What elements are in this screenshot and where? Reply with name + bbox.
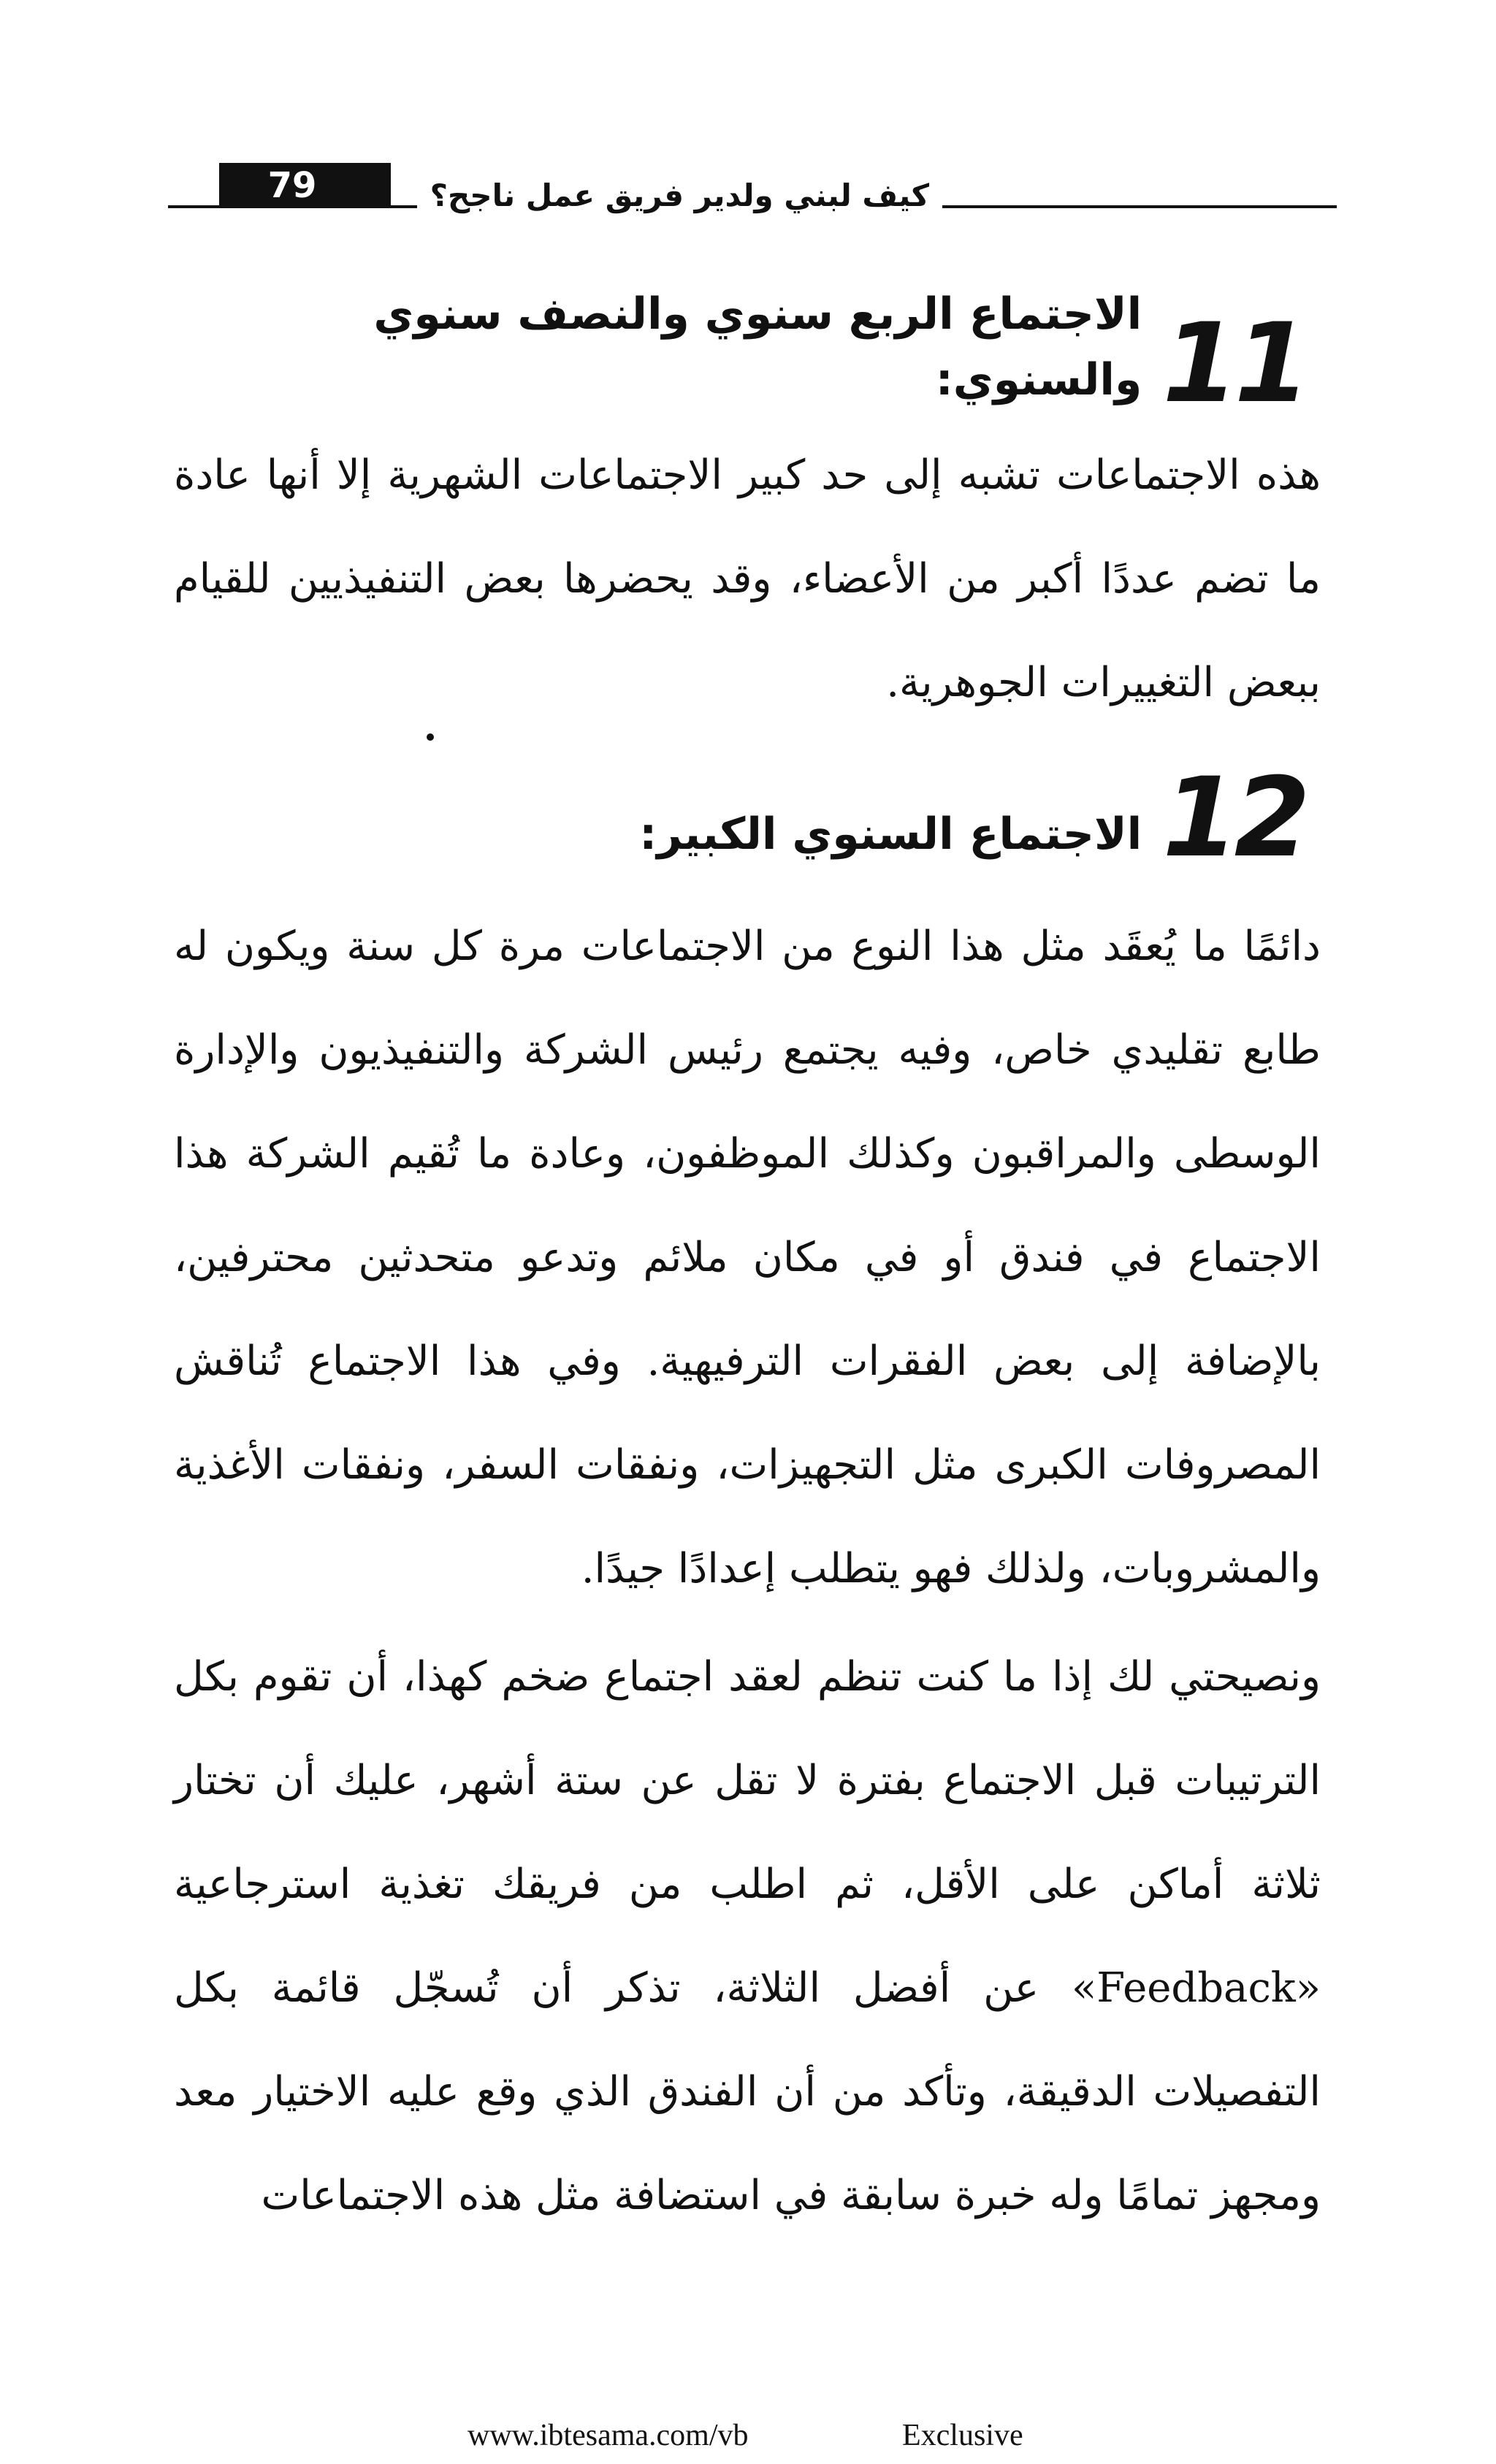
paragraph: دائمًا ما يُعقَد مثل هذا النوع من الاجتماعات مرة كل سنة ويكون له طابع تقليدي خاص، وفيه يجتمع رئيس الشركة والتنفيذيون والإدارة الوسطى والمراقبون وكذلك الموظفون، وعادة ما تُقيم الشركة هذا الاجتماع في فندق أو في مكان ملائم وتدعو متحدثين محترفين، بالإضافة إلى بعض الفقرات الترفيهية. وفي هذا الاجتماع تُناقش المصروفات الكبرى مثل التجهيزات، ونفقات السفر، ونفقات الأغذية والمشروبات، ولذلك فهو يتطلب إعدادًا جيدًا. — [174, 923, 1321, 1593]
section-heading-12 — [167, 755, 1306, 882]
section-title: الاجتماع الربع سنوي والنصف سنوي والسنوي: — [373, 289, 1142, 405]
section-number: 12 — [1162, 755, 1306, 882]
paragraph: ونصيحتي لك إذا ما كنت تنظم لعقد اجتماع ضخم كهذا، أن تقوم بكل الترتيبات قبل الاجتماع بفترة لا تقل عن ستة أشهر، عليك أن تختار ثلاثة أماكن على الأقل، ثم اطلب من فريقك تغذية استرجاعية «Feedback» عن أفضل الثلاثة، تذكر أن تُسجّل قائمة بكل التفصيلات الدقيقة، وتأكد من أن الفندق الذي وقع عليه الاختيار معد ومجهز تمامًا وله خبرة سابقة في استضافة مثل هذه الاجتماعات — [174, 1653, 1321, 2219]
page-footer — [0, 2418, 1496, 2455]
paragraph: هذه الاجتماعات تشبه إلى حد كبير الاجتماعات الشهرية إلا أنها عادة ما تضم عددًا أكبر من الأعضاء، وقد يحضرها بعض التنفيذيين للقيام ببعض التغييرات الجوهرية. — [174, 451, 1321, 706]
running-header — [168, 157, 1337, 223]
running-title: كيف لبني ولدير فريق عمل ناجح؟ — [417, 170, 942, 221]
section-heading-11 — [167, 281, 1306, 427]
page-number: 79 — [267, 165, 317, 206]
footer-url: www.ibtesama.com/vb — [468, 2419, 749, 2452]
page-number-badge — [219, 163, 391, 208]
section-title: الاجتماع السنوي الكبير: — [639, 809, 1142, 860]
scan-speck — [427, 733, 434, 741]
footer-tag: Exclusive — [902, 2419, 1023, 2452]
section-number: 11 — [1162, 300, 1306, 427]
